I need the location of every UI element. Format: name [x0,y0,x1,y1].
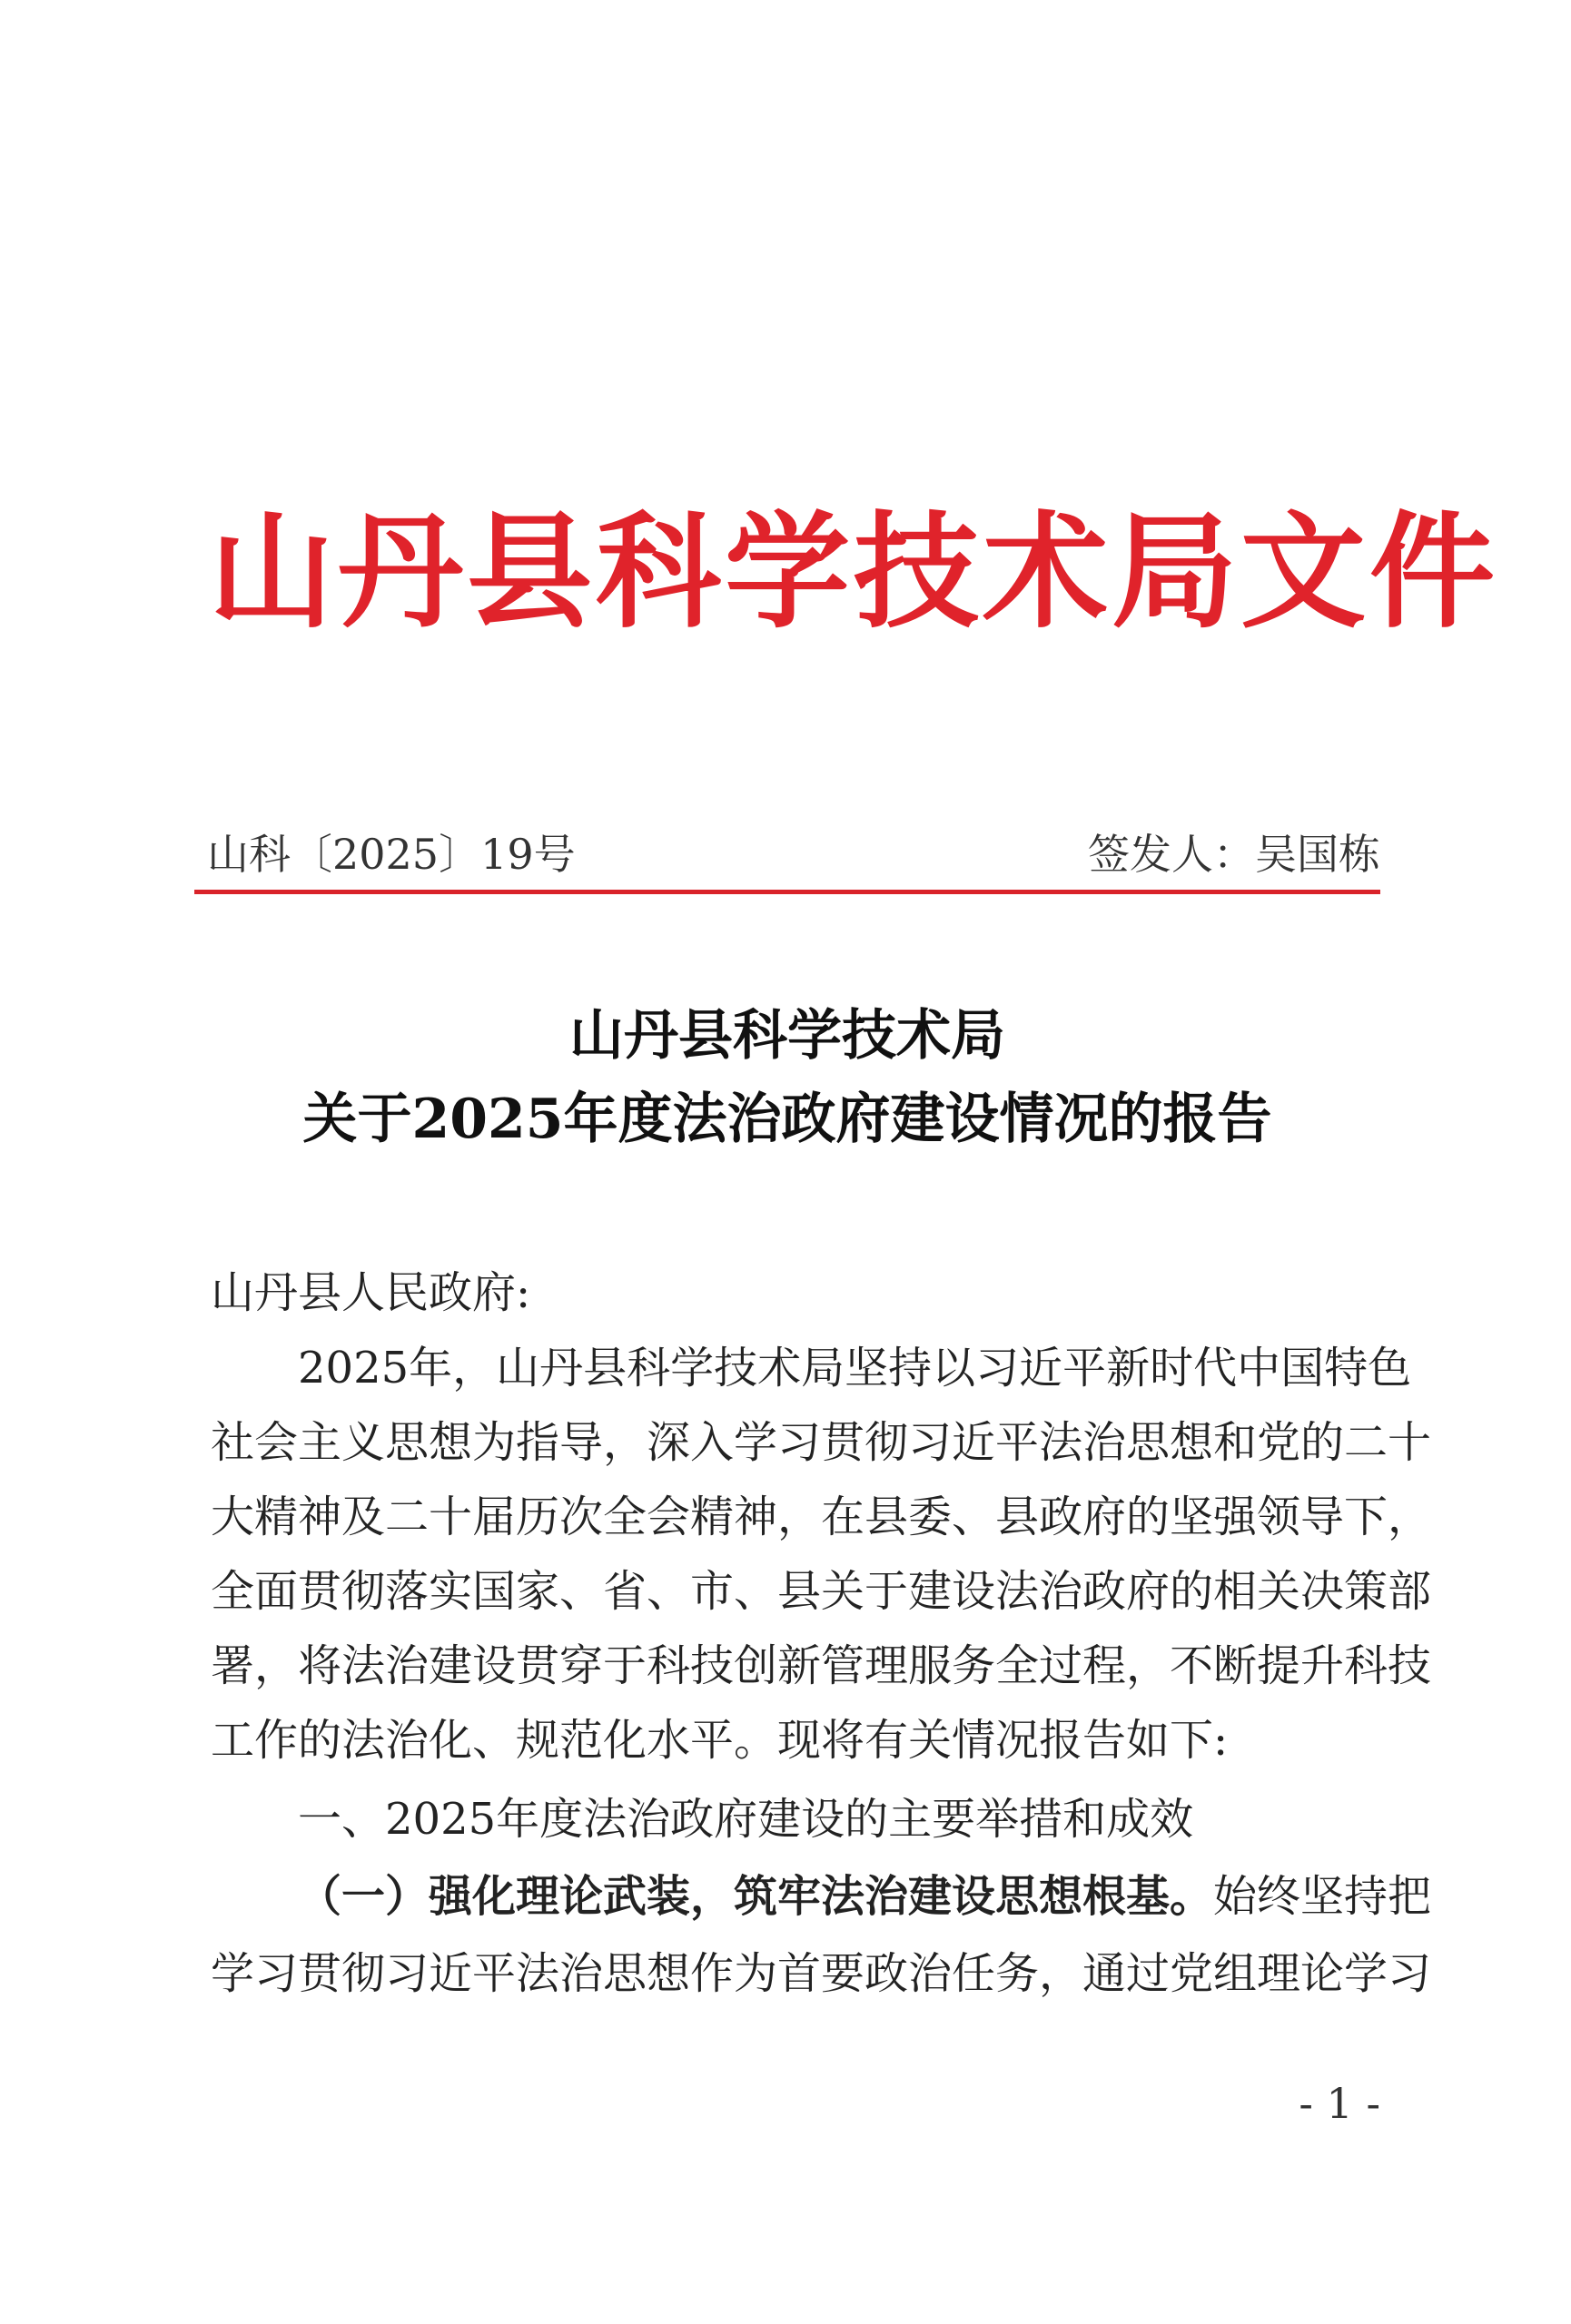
page-number: - 1 - [1299,2079,1380,2128]
header-divider [194,890,1380,894]
org-document-header: 山丹县科学技术局文件 [209,497,1499,645]
paragraph-line: 社会主义思想为指导，深入学习贯彻习近平法治思想和党的二十 [211,1417,1432,1468]
paragraph-line: 学习贯彻习近平法治思想作为首要政治任务，通过党组理论学习 [211,1948,1432,1999]
document-number: 山科〔2025〕19号 [207,830,576,879]
section-heading: 一、2025年度法治政府建设的主要举措和成效 [298,1794,1194,1845]
report-title-line-1: 山丹县科学技术局 [569,1004,1005,1068]
report-title-line-2: 关于2025年度法治政府建设情况的报告 [302,1088,1272,1151]
paragraph-line: 工作的法治化、规范化水平。现将有关情况报告如下: [211,1715,1229,1766]
subsection-text: 始终坚持把 [1213,1871,1432,1922]
subsection-heading: （一）强化理论武装，筑牢法治建设思想根基。 [298,1871,1214,1922]
signer: 签发人：吴国栋 [1088,830,1380,879]
paragraph-line: 大精神及二十届历次全会精神，在县委、县政府的坚强领导下， [211,1492,1432,1542]
salutation: 山丹县人民政府: [211,1267,531,1318]
paragraph-line: 2025年，山丹县科学技术局坚持以习近平新时代中国特色 [298,1343,1412,1393]
report-title [194,994,1380,1161]
subsection-line [211,1861,1469,1924]
paragraph-line: 全面贯彻落实国家、省、市、县关于建设法治政府的相关决策部 [211,1566,1432,1617]
paragraph-line: 署，将法治建设贯穿于科技创新管理服务全过程，不断提升科技 [211,1640,1432,1691]
